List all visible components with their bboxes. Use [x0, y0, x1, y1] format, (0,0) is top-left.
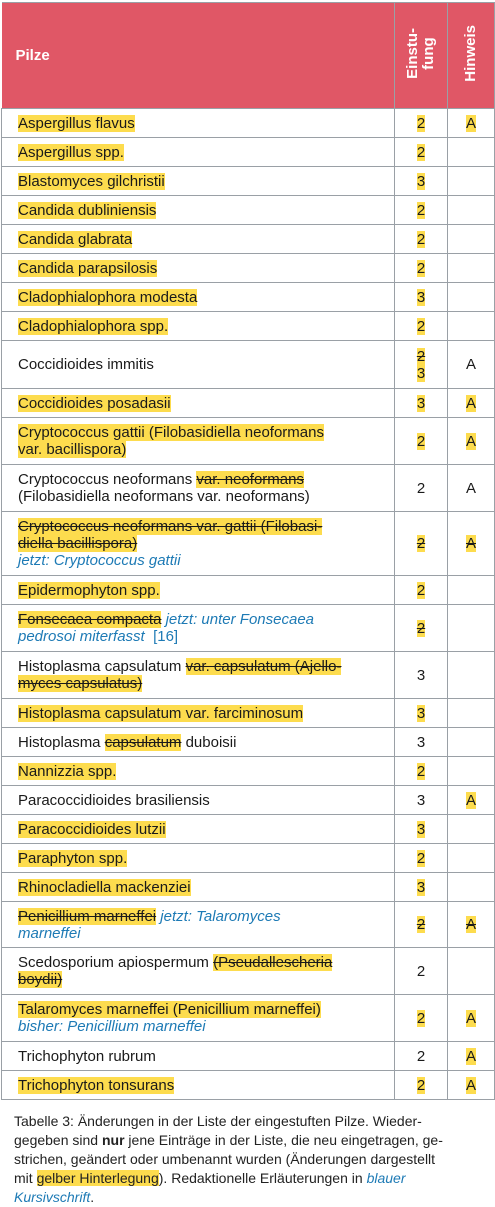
grade-cell: 2 [395, 196, 448, 225]
fungus-name: Coccidioides posadasii [2, 389, 395, 418]
note-cell [448, 757, 495, 786]
table-row [2, 728, 495, 757]
fungus-name: Candida parapsilosis [2, 254, 395, 283]
table-row [2, 995, 495, 1042]
fungus-name: Aspergillus spp. [2, 138, 395, 167]
grade-cell: 2 [395, 948, 448, 995]
header-note: Hinweis [448, 3, 495, 109]
grade-cell: 2 [395, 1071, 448, 1100]
note-cell [448, 652, 495, 699]
table-row [2, 815, 495, 844]
table-row [2, 757, 495, 786]
fungus-name: Rhinocladiella mackenziei [2, 873, 395, 902]
fungus-name: Cryptococcus neoformans var. gattii (Filobasi- diella bacillispora) jetzt: Cryptococcus gattii [2, 512, 395, 576]
grade-cell: 3 [395, 283, 448, 312]
grade-cell: 2 [395, 605, 448, 652]
grade-cell: 2 [395, 902, 448, 948]
grade-cell: 2 [395, 225, 448, 254]
table-row [2, 109, 495, 138]
fungus-name: Histoplasma capsulatum var. farciminosum [2, 699, 395, 728]
table-row [2, 902, 495, 948]
note-cell [448, 728, 495, 757]
grade-cell: 2 [395, 1042, 448, 1071]
table-row [2, 948, 495, 995]
grade-cell [395, 341, 448, 389]
table-row [2, 254, 495, 283]
note-cell [448, 254, 495, 283]
note-cell: A [448, 995, 495, 1042]
note-cell [448, 576, 495, 605]
table-row [2, 699, 495, 728]
fungus-name: Paracoccidioides lutzii [2, 815, 395, 844]
table-row [2, 1071, 495, 1100]
table-row [2, 196, 495, 225]
fungus-name: Aspergillus flavus [2, 109, 395, 138]
note-cell: A [448, 1071, 495, 1100]
fungus-name: Paraphyton spp. [2, 844, 395, 873]
note-cell: A [448, 902, 495, 948]
table-row [2, 283, 495, 312]
note-cell [448, 225, 495, 254]
note-cell: A [448, 512, 495, 576]
grade-cell: 2 [395, 418, 448, 465]
grade-cell: 2 [395, 254, 448, 283]
grade-cell: 3 [395, 728, 448, 757]
grade-cell: 2 [395, 576, 448, 605]
fungus-name: Penicillium marneffei jetzt: Talaromyces marneffei [2, 902, 395, 948]
grade-cell: 2 [395, 109, 448, 138]
fungus-name: Cladophialophora spp. [2, 312, 395, 341]
table-row [2, 576, 495, 605]
fungus-name: Candida dubliniensis [2, 196, 395, 225]
grade-new: 3 [416, 364, 426, 382]
table-row [2, 512, 495, 576]
note-cell: A [448, 389, 495, 418]
note-cell: A [448, 109, 495, 138]
note-cell [448, 167, 495, 196]
note-cell [448, 312, 495, 341]
grade-cell: 2 [395, 138, 448, 167]
fungus-name: Cladophialophora modesta [2, 283, 395, 312]
grade-cell: 3 [395, 167, 448, 196]
header-grade: Einstu- fung [395, 3, 448, 109]
table-row [2, 138, 495, 167]
header-name: Pilze [2, 3, 395, 109]
fungi-table [1, 2, 495, 1100]
table-row [2, 786, 495, 815]
table-row [2, 389, 495, 418]
note-cell [448, 815, 495, 844]
table-row [2, 844, 495, 873]
table-row [2, 341, 495, 389]
table-row [2, 1042, 495, 1071]
fungus-name: Nannizzia spp. [2, 757, 395, 786]
note-cell [448, 844, 495, 873]
note-cell [448, 699, 495, 728]
fungus-name: Histoplasma capsulatum var. capsulatum (Ajello- myces capsulatus) [2, 652, 395, 699]
grade-cell: 3 [395, 652, 448, 699]
fungus-name: Cryptococcus gattii (Filobasidiella neoformans var. bacillispora) [2, 418, 395, 465]
grade-cell: 2 [395, 512, 448, 576]
editorial-remark: jetzt: Cryptococcus gattii [18, 552, 181, 569]
grade-old: 2 [416, 347, 426, 365]
fungus-name: Fonsecaea compacta jetzt: unter Fonsecaea pedrosoi miterfasst [16] [2, 605, 395, 652]
grade-cell: 3 [395, 699, 448, 728]
fungus-name: Blastomyces gilchristii [2, 167, 395, 196]
grade-cell: 2 [395, 844, 448, 873]
fungus-name: Cryptococcus neoformans var. neoformans (Filobasidiella neoformans var. neoformans) [2, 465, 395, 512]
table-row [2, 418, 495, 465]
reference: [16] [153, 628, 179, 645]
note-cell [448, 283, 495, 312]
fungus-name: Talaromyces marneffei (Penicillium marneffei) bisher: Penicillium marneffei [2, 995, 395, 1042]
note-cell: A [448, 341, 495, 389]
grade-cell: 3 [395, 815, 448, 844]
note-cell: A [448, 786, 495, 815]
fungus-name: Histoplasma capsulatum duboisii [2, 728, 395, 757]
grade-cell: 3 [395, 873, 448, 902]
table-caption: Tabelle 3: Änderungen in der Liste der eingestuften Pilze. Wieder- gegeben sind nur jene Einträge in der Liste, die neu eingetragen, ge- strichen, geändert oder umbenannt wurden (Änderungen dargestellt mit gelber Hinterlegung). Redaktionelle Erläuterungen in blauer Kursivschrift. [14, 1113, 443, 1205]
note-cell [448, 873, 495, 902]
table-header [2, 3, 495, 109]
table-row [2, 225, 495, 254]
note-cell [448, 948, 495, 995]
fungus-name: Epidermophyton spp. [2, 576, 395, 605]
table-row [2, 873, 495, 902]
note-cell [448, 196, 495, 225]
fungus-name: Paracoccidioides brasiliensis [2, 786, 395, 815]
grade-cell: 2 [395, 995, 448, 1042]
note-cell: A [448, 418, 495, 465]
table-row [2, 605, 495, 652]
note-cell [448, 605, 495, 652]
fungus-name: Candida glabrata [2, 225, 395, 254]
note-cell [448, 138, 495, 167]
grade-cell: 3 [395, 786, 448, 815]
fungus-name: Trichophyton tonsurans [2, 1071, 395, 1100]
grade-cell: 2 [395, 465, 448, 512]
grade-cell: 2 [395, 312, 448, 341]
note-cell: A [448, 465, 495, 512]
grade-cell: 3 [395, 389, 448, 418]
table-row [2, 167, 495, 196]
editorial-remark: bisher: Penicillium marneffei [18, 1018, 206, 1035]
fungus-name: Trichophyton rubrum [2, 1042, 395, 1071]
table-row [2, 465, 495, 512]
fungus-name: Coccidioides immitis [2, 341, 395, 389]
fungus-name: Scedosporium apiospermum (Pseudallescheria boydii) [2, 948, 395, 995]
document-page [0, 2, 495, 1207]
table-row [2, 652, 495, 699]
note-cell: A [448, 1042, 495, 1071]
grade-cell: 2 [395, 757, 448, 786]
table-row [2, 312, 495, 341]
